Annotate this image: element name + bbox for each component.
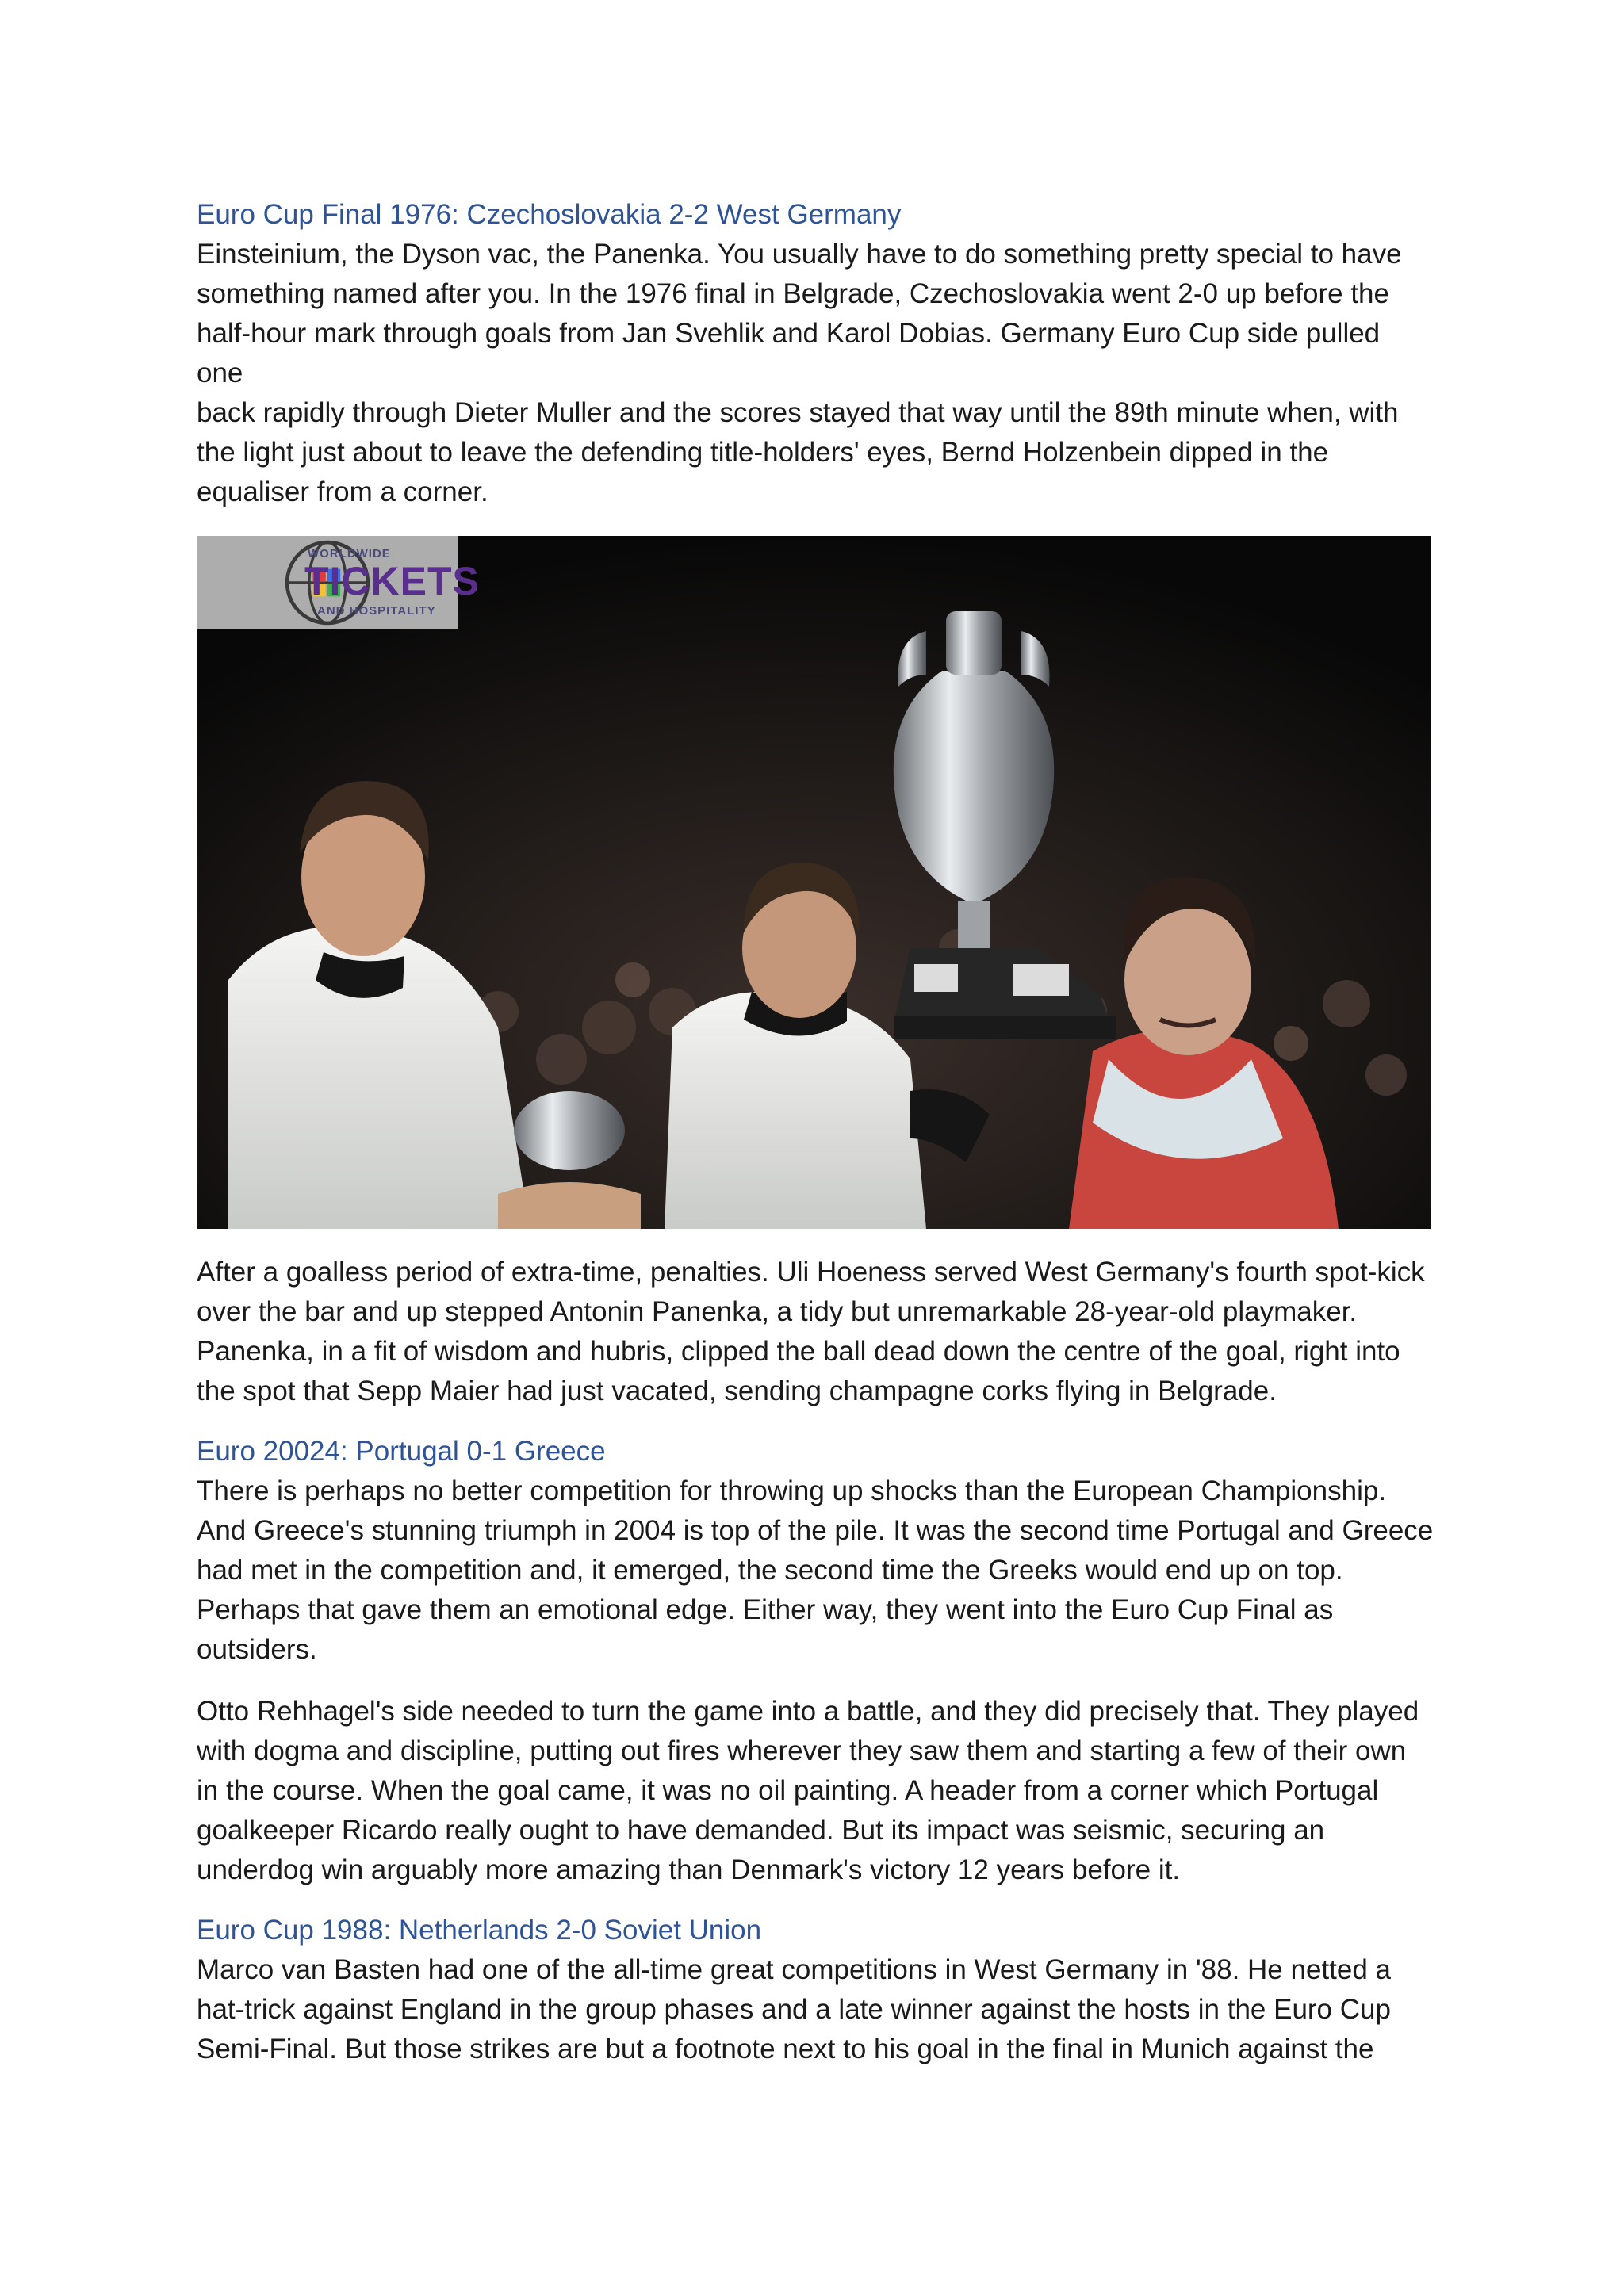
text-line: Marco van Basten had one of the all-time great competitions in West Germany in '88. He netted a bbox=[197, 1954, 1391, 1985]
text-line: Otto Rehhagel's side needed to turn the game into a battle, and they did precisely that. They played bbox=[197, 1696, 1419, 1727]
text-line: the light just about to leave the defending title-holders' eyes, Bernd Holzenbein dipped in the bbox=[197, 437, 1329, 468]
text-line: After a goalless period of extra-time, penalties. Uli Hoeness served West Germany's fourth spot-kick bbox=[197, 1257, 1425, 1288]
text-line: equaliser from a corner. bbox=[197, 476, 488, 507]
text-line: Semi-Final. But those strikes are but a footnote next to his goal in the final in Munich against the bbox=[197, 2034, 1374, 2064]
logo-worldwide-text: WORLDWIDE bbox=[308, 547, 391, 561]
text-line: over the bar and up stepped Antonin Panenka, a tidy but unremarkable 28-year-old playmaker. bbox=[197, 1296, 1358, 1327]
tickets-logo bbox=[197, 536, 480, 629]
paragraph-euro-2004-b bbox=[197, 1692, 1434, 1890]
text-line: outsiders. bbox=[197, 1634, 317, 1665]
text-line: had met in the competition and, it emerged, the second time the Greeks would end up on top. bbox=[197, 1555, 1343, 1586]
text-line: There is perhaps no better competition for throwing up shocks than the European Championship. bbox=[197, 1475, 1387, 1506]
text-line: goalkeeper Ricardo really ought to have demanded. But its impact was seismic, securing an bbox=[197, 1815, 1325, 1846]
paragraph-euro-1976 bbox=[197, 235, 1434, 512]
logo-tickets-text: TICKETS bbox=[304, 559, 480, 603]
trophy-celebration-photo bbox=[197, 536, 1431, 1229]
text-line: Perhaps that gave them an emotional edge. Either way, they went into the Euro Cup Final as bbox=[197, 1594, 1334, 1625]
text-line: with dogma and discipline, putting out fires wherever they saw them and starting a few of their own bbox=[197, 1735, 1407, 1766]
text-line: hat-trick against England in the group phases and a late winner against the hosts in the Euro Cup bbox=[197, 1994, 1391, 2025]
paragraph-euro-2004-a bbox=[197, 1471, 1434, 1670]
text-line: underdog win arguably more amazing than Denmark's victory 12 years before it. bbox=[197, 1854, 1181, 1885]
text-line: half-hour mark through goals from Jan Svehlik and Karol Dobias. Germany Euro Cup side pulled one bbox=[197, 318, 1381, 388]
text-line: the spot that Sepp Maier had just vacated, sending champagne corks flying in Belgrade. bbox=[197, 1376, 1277, 1406]
paragraph-euro-1988 bbox=[197, 1950, 1434, 2069]
heading-euro-1988: Euro Cup 1988: Netherlands 2-0 Soviet Union bbox=[197, 1915, 762, 1946]
text-line: Einsteinium, the Dyson vac, the Panenka. You usually have to do something pretty special to have bbox=[197, 239, 1402, 270]
text-line: something named after you. In the 1976 final in Belgrade, Czechoslovakia went 2-0 up before the bbox=[197, 278, 1389, 309]
text-line: in the course. When the goal came, it was no oil painting. A header from a corner which Portugal bbox=[197, 1775, 1379, 1806]
logo-hospitality-text: AND HOSPITALITY bbox=[317, 604, 436, 618]
document-content bbox=[197, 195, 1434, 2069]
text-line: And Greece's stunning triumph in 2004 is top of the pile. It was the second time Portugal and Greece bbox=[197, 1515, 1434, 1546]
photo-illustration bbox=[197, 536, 1431, 1229]
heading-euro-2004: Euro 20024: Portugal 0-1 Greece bbox=[197, 1436, 606, 1467]
paragraph-penalties bbox=[197, 1253, 1434, 1411]
text-line: back rapidly through Dieter Muller and the scores stayed that way until the 89th minute when, with bbox=[197, 397, 1399, 428]
heading-euro-1976: Euro Cup Final 1976: Czechoslovakia 2-2 West Germany bbox=[197, 199, 902, 230]
text-line: Panenka, in a fit of wisdom and hubris, clipped the ball dead down the centre of the goal, right into bbox=[197, 1336, 1400, 1367]
